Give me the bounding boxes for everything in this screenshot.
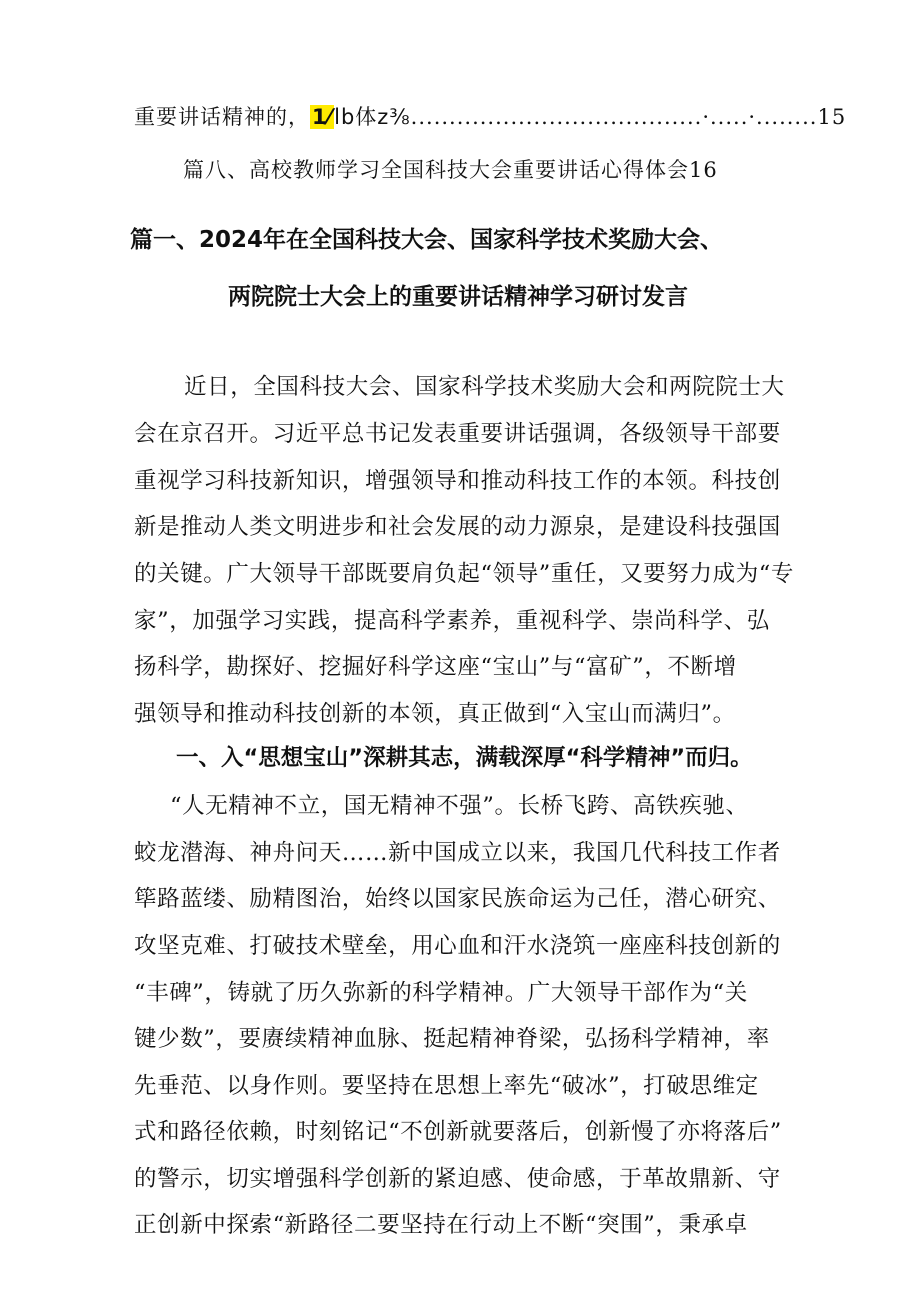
highlighted-text: 1⁄ (312, 105, 333, 129)
section-1-heading: 一、入“思想宝山”深耕其志，满载深厚“科学精神”而归。 (176, 745, 753, 771)
paragraph-2-line: 先垂范、以身作则。要坚持在思想上率先“破冰”，打破思维定 (134, 1073, 759, 1099)
toc-entry-pian8: 篇八、高校教师学习全国科技大会重要讲话心得体会16 (183, 158, 718, 182)
paragraph-2-line: 的警示，切实增强科学创新的紧迫感、使命感，于革故鼎新、守 (134, 1166, 781, 1192)
paragraph-2-line: “人无精神不立，国无精神不强”。长桥飞跨、高铁疾驰、 (170, 793, 749, 819)
toc-page-number: 15 (817, 105, 847, 129)
paragraph-1-line: 家”，加强学习实践，提高科学素养，重视科学、崇尚科学、弘 (134, 608, 770, 634)
toc-entry-prefix: 重要讲话精神的， (134, 105, 310, 129)
paragraph-1-line: 扬科学，勘探好、挖掘好科学这座“宝山”与“富矿”，不断增 (134, 654, 737, 680)
paragraph-2-line: 式和路径依赖，时刻铭记“不创新就要落后，创新慢了亦将落后” (134, 1119, 782, 1145)
paragraph-2-line: 键少数”，要赓续精神血脉、挺起精神脊梁，弘扬科学精神，率 (134, 1026, 770, 1052)
paragraph-1-line: 新是推动人类文明进步和社会发展的动力源泉，是建设科技强国 (134, 514, 781, 540)
paragraph-2-line: 蛟龙潜海、神舟问天……新中国成立以来，我国几代科技工作者 (134, 840, 781, 866)
paragraph-1-line: 会在京召开。习近平总书记发表重要讲话强调，各级领导干部要 (134, 421, 781, 447)
paragraph-2-line: 攻坚克难、打破技术壁垒，用心血和汗水浇筑一座座科技创新的 (134, 933, 781, 959)
toc-entry-line (134, 101, 846, 133)
paragraph-1-line: 重视学习科技新知识，增强领导和推动科技工作的本领。科技创 (134, 468, 781, 494)
paragraph-2-line: 筚路蓝缕、励精图治，始终以国家民族命运为己任，潜心研究、 (134, 886, 781, 912)
paragraph-1-line: 的关键。广大领导干部既要肩负起“领导”重任，又要努力成为“专 (134, 561, 795, 587)
toc-dot-leader: ......................................·.....·........ (410, 105, 818, 129)
paragraph-2-line: 正创新中探索“新路径二要坚持在行动上不断“突围”，秉承卓 (134, 1212, 748, 1238)
paragraph-1-line: 近日，全国科技大会、国家科学技术奖励大会和两院院士大 (184, 374, 785, 400)
article-title-line-1: 篇一、2024年在全国科技大会、国家科学技术奖励大会、 (130, 227, 724, 253)
article-title-line-2: 两院院士大会上的重要讲话精神学习研讨发言 (228, 284, 688, 310)
garbled-text: lb体z⅜ (334, 105, 411, 129)
paragraph-2-line: “丰碑”，铸就了历久弥新的科学精神。广大领导干部作为“关 (134, 980, 748, 1006)
paragraph-1-line: 强领导和推动科技创新的本领，真正做到“入宝山而满归”。 (134, 701, 736, 727)
